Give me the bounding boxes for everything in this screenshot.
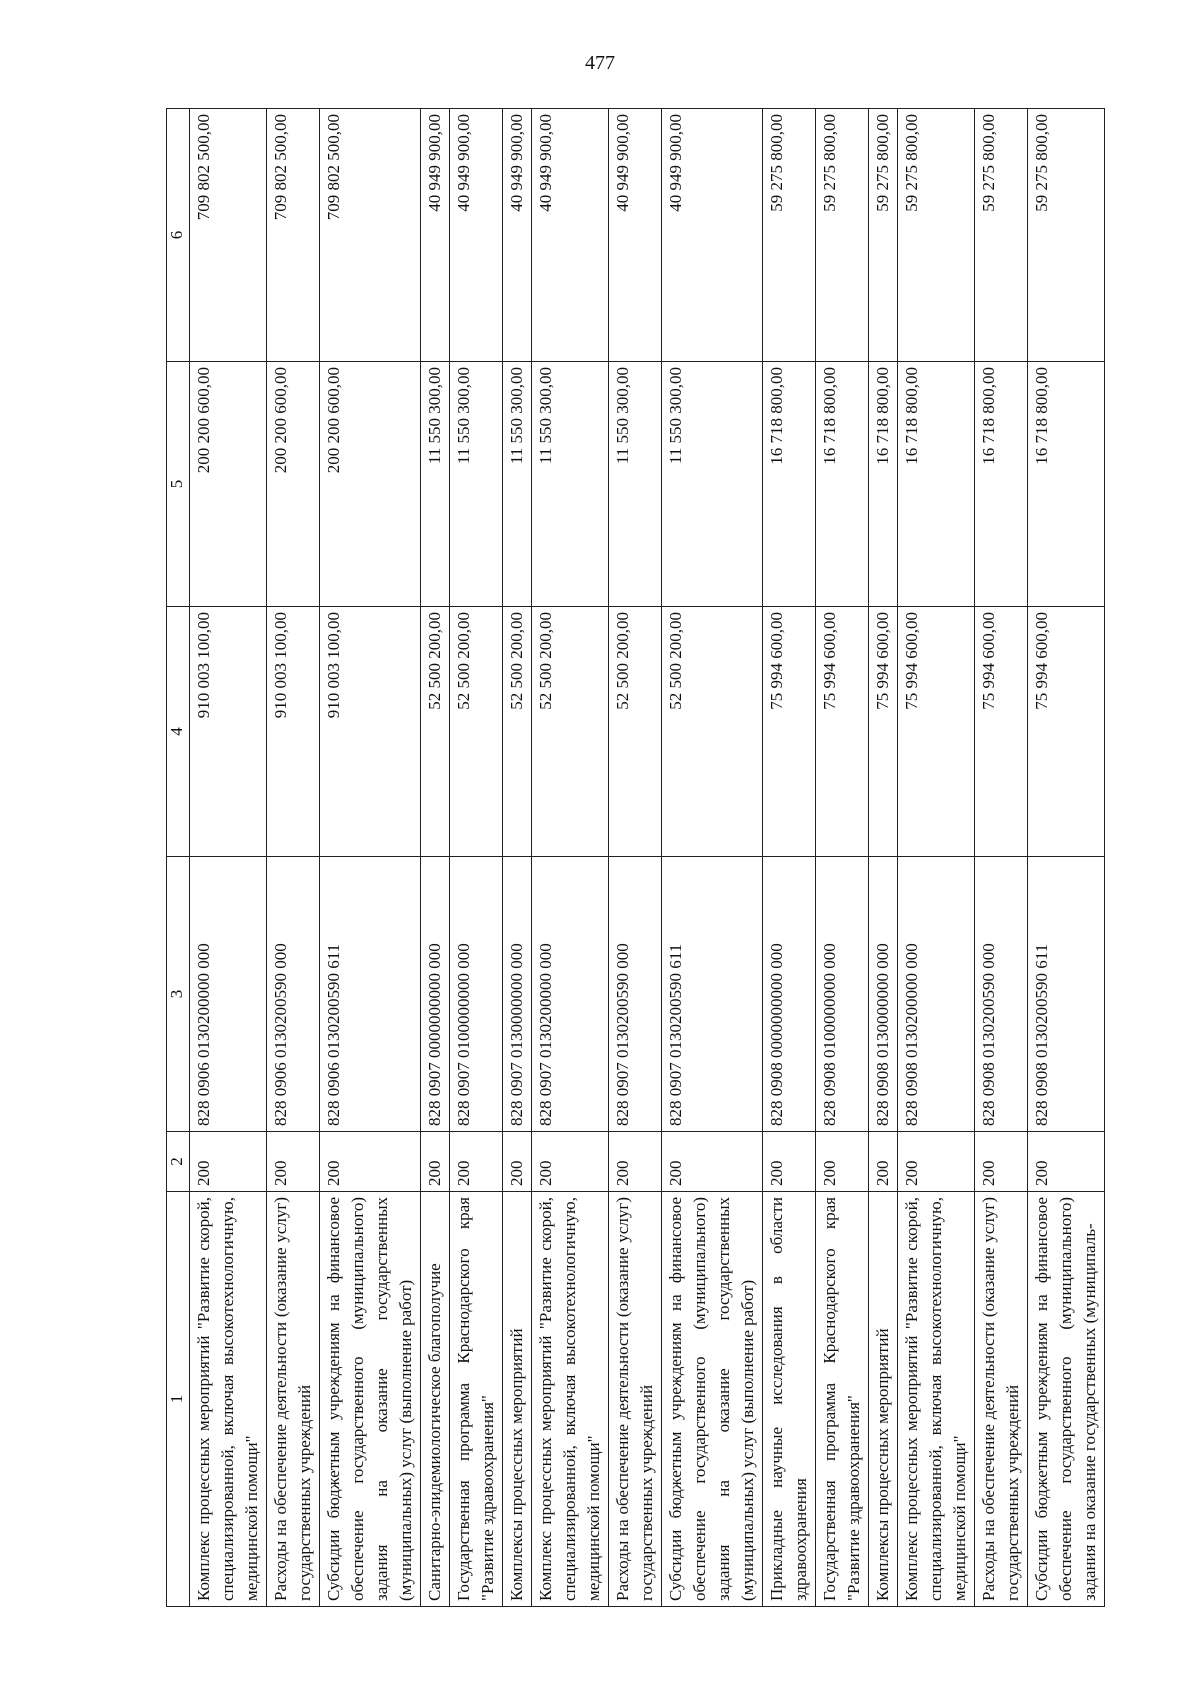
column-header: 4 — [167, 607, 190, 857]
row-type-cell: 200 — [421, 1132, 450, 1192]
row-amount-cell: 709 802 500,00 — [320, 109, 421, 362]
row-name-cell: Прикладные научные исследования в области здравоохранения — [763, 1192, 816, 1607]
row-type-cell: 200 — [267, 1132, 320, 1192]
row-amount-cell: 52 500 200,00 — [609, 607, 662, 857]
row-name-cell: Расходы на обеспечение деятельности (оказание услуг) государственных учреждений — [975, 1192, 1028, 1607]
row-amount-cell: 75 994 600,00 — [763, 607, 816, 857]
row-code-cell: 828 0907 0000000000 000 — [421, 857, 450, 1132]
table-row — [320, 109, 421, 1607]
row-amount-cell: 40 949 900,00 — [503, 109, 532, 362]
row-amount-cell: 52 500 200,00 — [662, 607, 763, 857]
row-name-cell: Государственная программа Краснодарского края "Развитие здравоохранения" — [816, 1192, 869, 1607]
row-amount-cell: 59 275 800,00 — [816, 109, 869, 362]
row-amount-cell: 40 949 900,00 — [662, 109, 763, 362]
row-amount-cell: 75 994 600,00 — [1028, 607, 1105, 857]
row-name-cell: Субсидии бюджетным учреждениям на финансовое обеспечение государственного (муниципального) задания на оказание государственных (муниципальных) услуг (выполнение работ) — [320, 1192, 421, 1607]
rotated-table-container — [166, 109, 1101, 1607]
row-code-cell: 828 0907 0100000000 000 — [450, 857, 503, 1132]
column-header: 3 — [167, 857, 190, 1132]
row-code-cell: 828 0906 0130200000 000 — [190, 857, 267, 1132]
row-code-cell: 828 0907 0130200590 000 — [609, 857, 662, 1132]
row-amount-cell: 16 718 800,00 — [898, 362, 975, 607]
table-row — [662, 109, 763, 1607]
row-amount-cell: 11 550 300,00 — [421, 362, 450, 607]
row-amount-cell: 40 949 900,00 — [532, 109, 609, 362]
row-amount-cell: 52 500 200,00 — [421, 607, 450, 857]
row-type-cell: 200 — [975, 1132, 1028, 1192]
row-name-cell: Расходы на обеспечение деятельности (оказание услуг) государственных учреждений — [609, 1192, 662, 1607]
row-amount-cell: 11 550 300,00 — [532, 362, 609, 607]
row-name-cell: Комплекс процессных мероприятий "Развитие скорой, специализированной, включая высокотехнологичную, медицинской помощи" — [898, 1192, 975, 1607]
row-amount-cell: 709 802 500,00 — [190, 109, 267, 362]
row-name-cell: Государственная программа Краснодарского края "Развитие здравоохранения" — [450, 1192, 503, 1607]
row-amount-cell: 40 949 900,00 — [450, 109, 503, 362]
row-code-cell: 828 0906 0130200590 611 — [320, 857, 421, 1132]
table-row — [421, 109, 450, 1607]
row-amount-cell: 59 275 800,00 — [763, 109, 816, 362]
row-amount-cell: 75 994 600,00 — [869, 607, 898, 857]
header-row — [167, 109, 190, 1607]
row-code-cell: 828 0908 0100000000 000 — [816, 857, 869, 1132]
row-code-cell: 828 0908 0130200000 000 — [898, 857, 975, 1132]
table-row — [503, 109, 532, 1607]
row-amount-cell: 59 275 800,00 — [975, 109, 1028, 362]
row-name-cell: Комплекс процессных мероприятий "Развитие скорой, специализированной, включая высокотехнологичную, медицинской помощи" — [190, 1192, 267, 1607]
column-header: 6 — [167, 109, 190, 362]
row-amount-cell: 16 718 800,00 — [1028, 362, 1105, 607]
row-name-cell: Расходы на обеспечение деятельности (оказание услуг) государственных учреждений — [267, 1192, 320, 1607]
table-row — [816, 109, 869, 1607]
column-header: 2 — [167, 1132, 190, 1192]
row-amount-cell: 16 718 800,00 — [816, 362, 869, 607]
table-row — [450, 109, 503, 1607]
row-amount-cell: 75 994 600,00 — [816, 607, 869, 857]
row-amount-cell: 11 550 300,00 — [450, 362, 503, 607]
table-row — [190, 109, 267, 1607]
row-amount-cell: 11 550 300,00 — [503, 362, 532, 607]
row-amount-cell: 16 718 800,00 — [869, 362, 898, 607]
row-type-cell: 200 — [503, 1132, 532, 1192]
row-type-cell: 200 — [816, 1132, 869, 1192]
row-amount-cell: 52 500 200,00 — [503, 607, 532, 857]
row-type-cell: 200 — [1028, 1132, 1105, 1192]
table-row — [869, 109, 898, 1607]
row-code-cell: 828 0907 0130200000 000 — [532, 857, 609, 1132]
row-amount-cell: 200 200 600,00 — [267, 362, 320, 607]
row-type-cell: 200 — [190, 1132, 267, 1192]
column-header: 1 — [167, 1192, 190, 1607]
row-code-cell: 828 0907 0130200590 611 — [662, 857, 763, 1132]
table-row — [898, 109, 975, 1607]
row-amount-cell: 16 718 800,00 — [975, 362, 1028, 607]
row-type-cell: 200 — [869, 1132, 898, 1192]
row-name-cell: Субсидии бюджетным учреждениям на финансовое обеспечение государственного (муниципального) задания на оказание государственных (муниципальных) услуг (выполнение работ) — [662, 1192, 763, 1607]
row-code-cell: 828 0908 0130200590 611 — [1028, 857, 1105, 1132]
row-code-cell: 828 0907 0130000000 000 — [503, 857, 532, 1132]
row-amount-cell: 52 500 200,00 — [450, 607, 503, 857]
row-amount-cell: 59 275 800,00 — [898, 109, 975, 362]
table-row — [763, 109, 816, 1607]
page-number: 477 — [585, 52, 615, 74]
row-amount-cell: 11 550 300,00 — [609, 362, 662, 607]
row-name-cell: Комплексы процессных мероприятий — [869, 1192, 898, 1607]
row-type-cell: 200 — [320, 1132, 421, 1192]
row-amount-cell: 200 200 600,00 — [190, 362, 267, 607]
row-amount-cell: 59 275 800,00 — [869, 109, 898, 362]
row-type-cell: 200 — [609, 1132, 662, 1192]
row-amount-cell: 40 949 900,00 — [421, 109, 450, 362]
row-name-cell: Субсидии бюджетным учреждениям на финансовое обеспечение государственного (муниципального) задания на оказание государственных (муниципаль- — [1028, 1192, 1105, 1607]
row-amount-cell: 40 949 900,00 — [609, 109, 662, 362]
row-name-cell: Комплексы процессных мероприятий — [503, 1192, 532, 1607]
table-row — [1028, 109, 1105, 1607]
row-type-cell: 200 — [898, 1132, 975, 1192]
row-type-cell: 200 — [532, 1132, 609, 1192]
table-row — [975, 109, 1028, 1607]
row-amount-cell: 16 718 800,00 — [763, 362, 816, 607]
row-amount-cell: 910 003 100,00 — [190, 607, 267, 857]
row-amount-cell: 910 003 100,00 — [267, 607, 320, 857]
row-code-cell: 828 0908 0130200590 000 — [975, 857, 1028, 1132]
table-row — [609, 109, 662, 1607]
row-amount-cell: 75 994 600,00 — [898, 607, 975, 857]
row-type-cell: 200 — [662, 1132, 763, 1192]
row-type-cell: 200 — [450, 1132, 503, 1192]
table-row — [532, 109, 609, 1607]
row-code-cell: 828 0908 0000000000 000 — [763, 857, 816, 1132]
row-amount-cell: 910 003 100,00 — [320, 607, 421, 857]
row-code-cell: 828 0906 0130200590 000 — [267, 857, 320, 1132]
row-amount-cell: 709 802 500,00 — [267, 109, 320, 362]
row-amount-cell: 52 500 200,00 — [532, 607, 609, 857]
table-body — [190, 109, 1105, 1607]
table-row — [267, 109, 320, 1607]
row-name-cell: Комплекс процессных мероприятий "Развитие скорой, специализированной, включая высокотехнологичную, медицинской помощи" — [532, 1192, 609, 1607]
budget-table — [166, 108, 1105, 1607]
row-type-cell: 200 — [763, 1132, 816, 1192]
row-amount-cell: 11 550 300,00 — [662, 362, 763, 607]
column-header: 5 — [167, 362, 190, 607]
row-code-cell: 828 0908 0130000000 000 — [869, 857, 898, 1132]
row-amount-cell: 75 994 600,00 — [975, 607, 1028, 857]
row-amount-cell: 200 200 600,00 — [320, 362, 421, 607]
row-amount-cell: 59 275 800,00 — [1028, 109, 1105, 362]
row-name-cell: Санитарно-эпидемиологическое благополучие — [421, 1192, 450, 1607]
